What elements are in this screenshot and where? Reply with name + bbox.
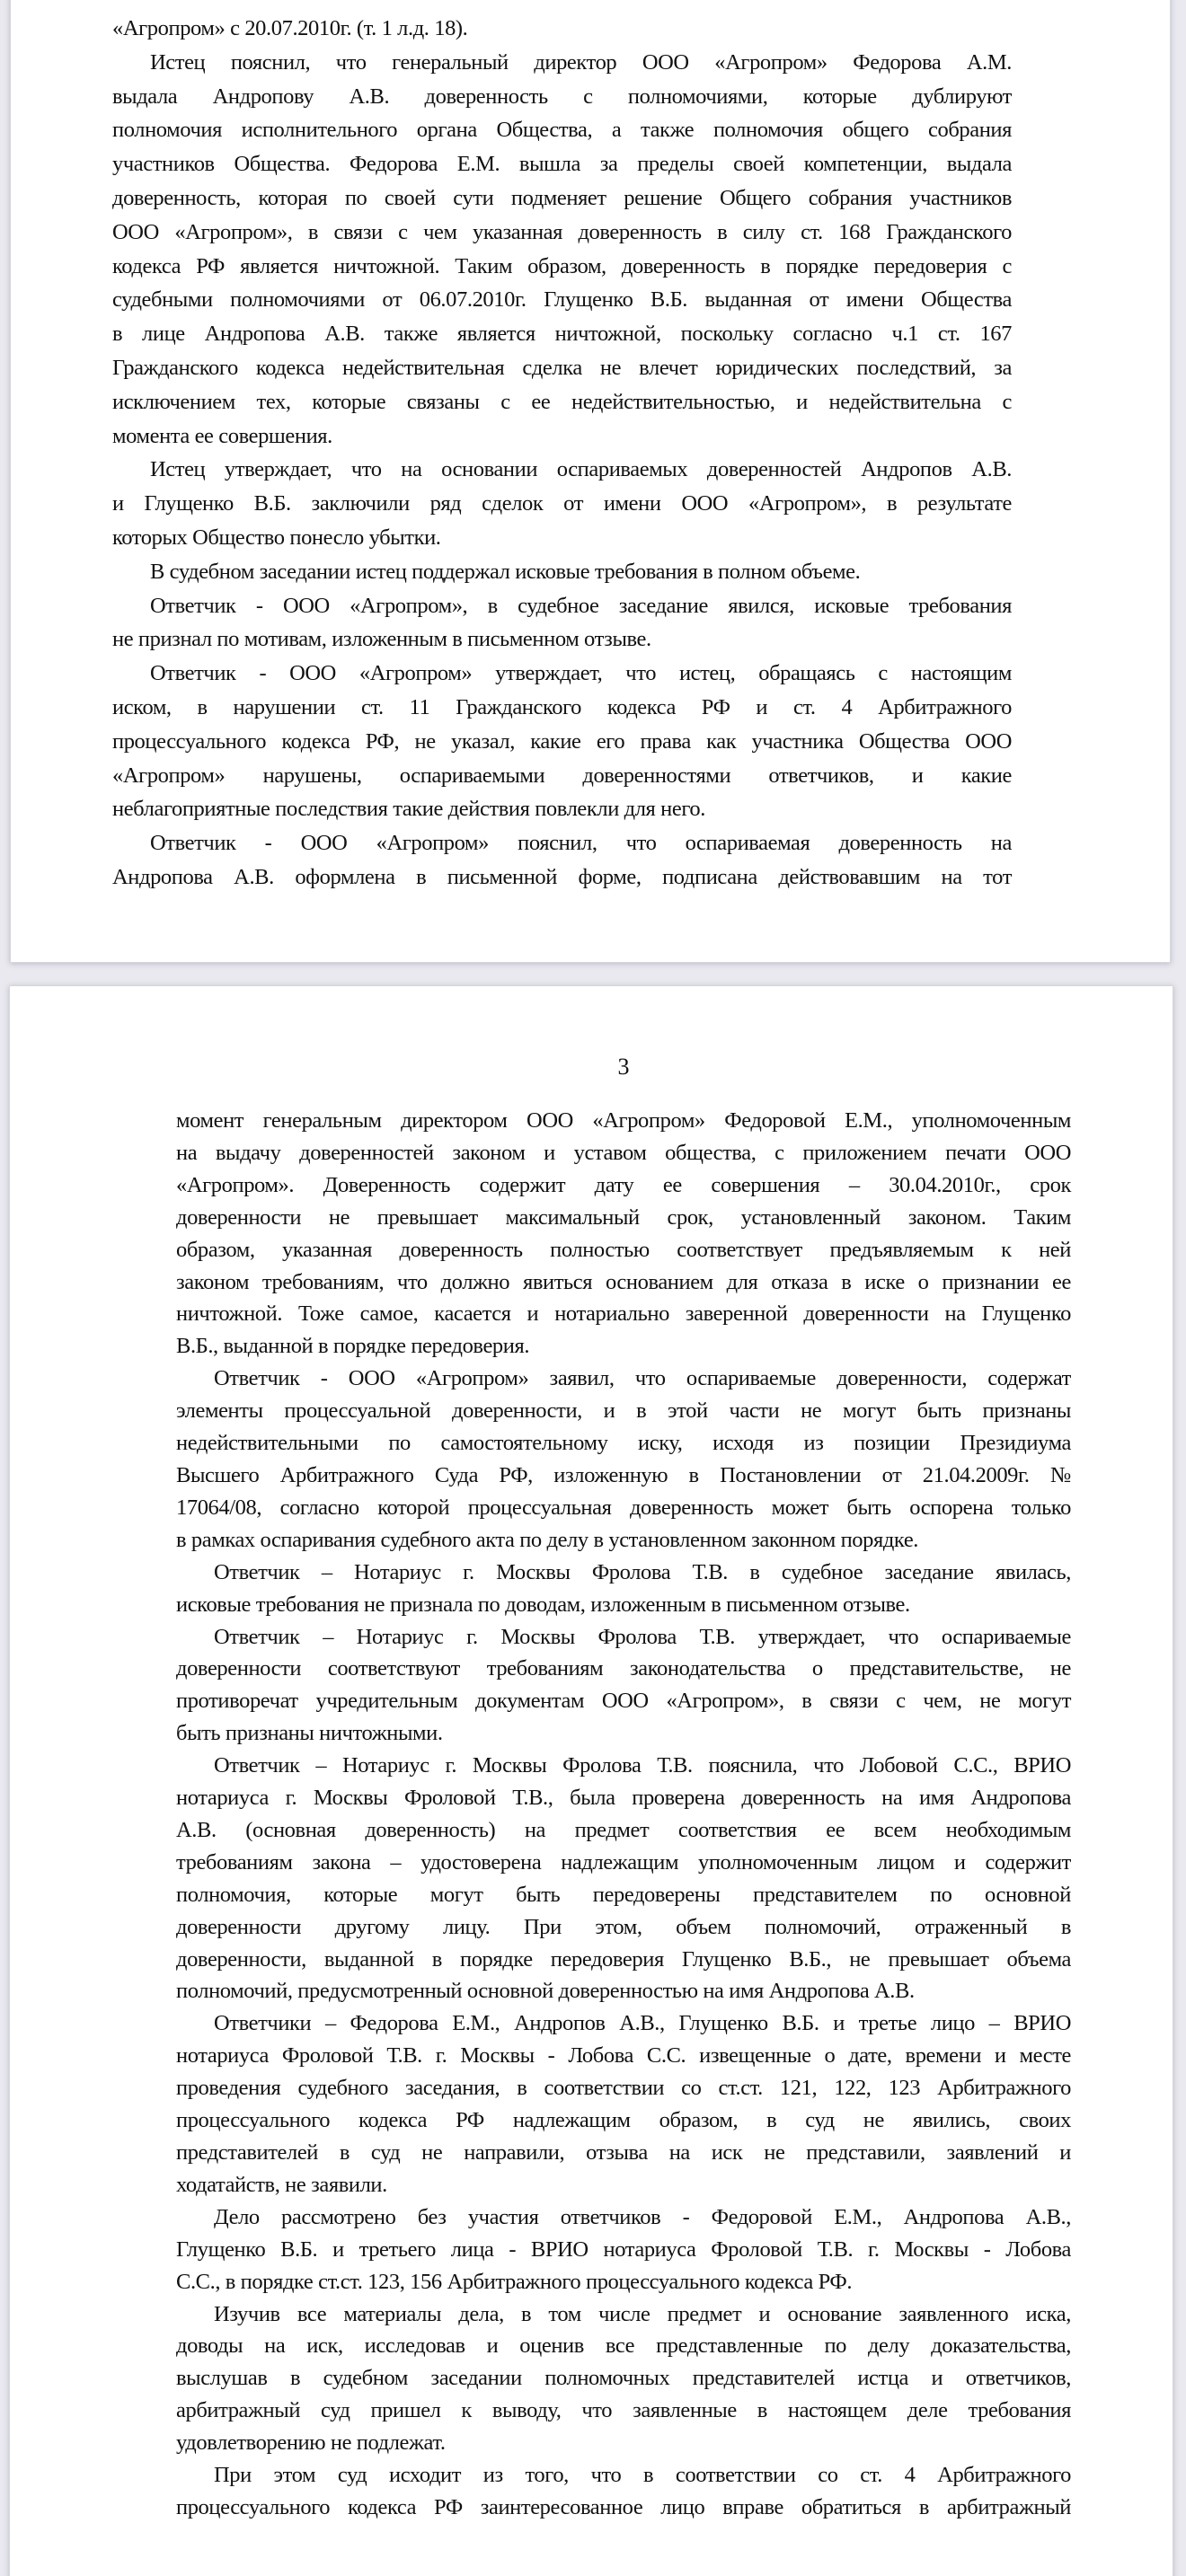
text-line: процессуального кодекса РФ заинтересованное лицо вправе обратиться в арбитражный <box>176 2494 1071 2519</box>
text-line: иском, в нарушении ст. 11 Гражданского кодекса РФ и ст. 4 Арбитражного <box>112 694 1012 719</box>
page-upper-text-column <box>112 12 1012 895</box>
text-line: кодекса РФ является ничтожной. Таким образом, доверенность в порядке передоверия с <box>112 253 1012 278</box>
text-line: Ответчик - ООО «Агропром», в судебное заседание явился, исковые требования <box>150 593 1012 618</box>
text-line: «Агропром». Доверенность содержит дату ее совершения – 30.04.2010г., срок <box>176 1172 1071 1197</box>
text-line: Гражданского кодекса недействительная сделка не влечет юридических последствий, за <box>112 355 1012 380</box>
text-line: которых Общество понесло убытки. <box>112 525 441 550</box>
text-line: в рамках оспаривания судебного акта по делу в установленном законном порядке. <box>176 1527 919 1552</box>
text-line: недействительными по самостоятельному иску, исходя из позиции Президиума <box>176 1431 1071 1456</box>
text-line: В судебном заседании истец поддержал исковые требования в полном объеме. <box>150 559 861 584</box>
text-line: доверенности соответствуют требованиям законодательства о представительстве, не <box>176 1656 1071 1681</box>
text-line: законом требованиям, что должно явиться основанием для отказа в иске о признании ее <box>176 1269 1071 1294</box>
text-line: Дело рассмотрено без участия ответчиков - Федоровой Е.М., Андропова А.В., <box>214 2204 1071 2229</box>
text-line: исключением тех, которые связаны с ее недействительностью, и недействительна с <box>112 389 1012 414</box>
text-line: Ответчики – Федорова Е.М., Андропов А.В., Глущенко В.Б. и третье лицо – ВРИО <box>214 2011 1071 2036</box>
text-line: Истец утверждает, что на основании оспариваемых доверенностей Андропов А.В. <box>150 457 1012 482</box>
text-line: элементы процессуальной доверенности, и в этой части не могут быть признаны <box>176 1398 1071 1424</box>
text-line: исковые требования не признала по доводам, изложенным в письменном отзыве. <box>176 1592 910 1617</box>
text-line: Ответчик – Нотариус г. Москвы Фролова Т.В. пояснила, что Лобовой С.С., ВРИО <box>214 1753 1071 1778</box>
text-line: Высшего Арбитражного Суда РФ, изложенную в Постановлении от 21.04.2009г. № <box>176 1462 1071 1487</box>
text-line: полномочия исполнительного органа Общества, а также полномочия общего собрания <box>112 118 1012 143</box>
text-line: доводы на иск, исследовав и оценив все представленные по делу доказательства, <box>176 2333 1071 2359</box>
text-line: «Агропром» нарушены, оспариваемыми доверенностями ответчиков, и какие <box>112 763 1012 788</box>
text-line: «Агропром» с 20.07.2010г. (т. 1 л.д. 18). <box>112 16 468 40</box>
text-line: участников Общества. Федорова Е.М. вышла за пределы своей компетенции, выдала <box>112 152 1012 177</box>
text-line: полномочия, которые могут быть передоверены представителем по основной <box>176 1882 1071 1907</box>
text-line: Ответчик – Нотариус г. Москвы Фролова Т.В. в судебное заседание явилась, <box>214 1559 1071 1584</box>
text-line: Ответчик - ООО «Агропром» утверждает, что истец, обращаясь с настоящим <box>150 661 1012 686</box>
text-line: доверенности, выданной в порядке передоверия Глущенко В.Б., не превышает объема <box>176 1946 1071 1972</box>
text-line: доверенности не превышает максимальный срок, установленный законом. Таким <box>176 1204 1071 1230</box>
text-line: В.Б., выданной в порядке передоверия. <box>176 1334 530 1359</box>
text-line: доверенности другому лицу. При этом, объем полномочий, отраженный в <box>176 1914 1071 1939</box>
text-line: проведения судебного заседания, в соответствии со ст.ст. 121, 122, 123 Арбитражного <box>176 2076 1071 2101</box>
text-line: процессуального кодекса РФ, не указал, какие его права как участника Общества ООО <box>112 728 1012 754</box>
text-line: нотариуса Фроловой Т.В. г. Москвы - Лобова С.С. извещенные о дате, времени и месте <box>176 2043 1071 2069</box>
text-line: нотариуса г. Москвы Фроловой Т.В., была проверена доверенность на имя Андропова <box>176 1786 1071 1811</box>
text-line: момента ее совершения. <box>112 423 332 448</box>
text-line: доверенность, которая по своей сути подменяет решение Общего собрания участников <box>112 185 1012 210</box>
text-line: полномочий, предусмотренный основной доверенностью на имя Андропова А.В. <box>176 1979 915 2004</box>
text-line: арбитражный суд пришел к выводу, что заявленные в настоящем деле требования <box>176 2398 1071 2423</box>
text-line: Глущенко В.Б. и третьего лица - ВРИО нотариуса Фроловой Т.В. г. Москвы - Лобова <box>176 2236 1071 2262</box>
text-line: быть признаны ничтожными. <box>176 1721 443 1746</box>
text-line: С.С., в порядке ст.ст. 123, 156 Арбитражного процессуального кодекса РФ. <box>176 2269 853 2294</box>
text-line: представителей в суд не направили, отзыва на иск не представили, заявлений и <box>176 2140 1071 2165</box>
text-line: и Глущенко В.Б. заключили ряд сделок от имени ООО «Агропром», в результате <box>112 491 1012 516</box>
text-line: ничтожной. Тоже самое, касается и нотариально заверенной доверенности на Глущенко <box>176 1301 1071 1327</box>
text-line: образом, указанная доверенность полностью соответствует предъявляемым к ней <box>176 1237 1071 1262</box>
text-line: Ответчик – Нотариус г. Москвы Фролова Т.В. утверждает, что оспариваемые <box>214 1624 1071 1649</box>
text-line: ООО «Агропром», в связи с чем указанная доверенность в силу ст. 168 Гражданского <box>112 219 1012 244</box>
text-line: Андропова А.В. оформлена в письменной форме, подписана действовавшим на тот <box>112 864 1012 889</box>
text-line: противоречат учредительным документам ООО «Агропром», в связи с чем, не могут <box>176 1689 1071 1714</box>
text-line: момент генеральным директором ООО «Агропром» Федоровой Е.М., уполномоченным <box>176 1108 1071 1133</box>
text-line: требованиям закона – удостоверена надлежащим уполномоченным лицом и содержит <box>176 1849 1071 1875</box>
text-line: не признал по мотивам, изложенным в письменном отзыве. <box>112 627 651 652</box>
document-page-3 <box>9 985 1173 2576</box>
text-line: ходатайств, не заявили. <box>176 2172 387 2197</box>
text-line: При этом суд исходит из того, что в соответствии со ст. 4 Арбитражного <box>214 2463 1071 2488</box>
text-line: Ответчик - ООО «Агропром» заявил, что оспариваемые доверенности, содержат <box>214 1366 1071 1391</box>
page-number: 3 <box>617 1054 630 1080</box>
page-3-text-column <box>176 1105 1071 2524</box>
text-line: выслушав в судебном заседании полномочных представителей истца и ответчиков, <box>176 2366 1071 2391</box>
text-line: процессуального кодекса РФ надлежащим образом, в суд не явились, своих <box>176 2108 1071 2133</box>
text-line: выдала Андропову А.В. доверенность с полномочиями, которые дублируют <box>112 84 1012 109</box>
document-page-upper <box>10 0 1171 963</box>
text-line: А.В. (основная доверенность) на предмет соответствия ее всем необходимым <box>176 1817 1071 1842</box>
text-line: удовлетворению не подлежат. <box>176 2430 446 2456</box>
text-line: неблагоприятные последствия такие действия повлекли для него. <box>112 797 705 822</box>
text-line: Изучив все материалы дела, в том числе предмет и основание заявленного иска, <box>214 2301 1071 2326</box>
text-line: Истец пояснил, что генеральный директор ООО «Агропром» Федорова А.М. <box>150 49 1012 75</box>
text-line: 17064/08, согласно которой процессуальная доверенность может быть оспорена только <box>176 1495 1071 1520</box>
text-line: в лице Андропова А.В. также является ничтожной, поскольку согласно ч.1 ст. 167 <box>112 322 1012 347</box>
text-line: Ответчик - ООО «Агропром» пояснил, что оспариваемая доверенность на <box>150 831 1012 856</box>
text-line: на выдачу доверенностей законом и уставом общества, с приложением печати ООО <box>176 1140 1071 1165</box>
text-line: судебными полномочиями от 06.07.2010г. Глущенко В.Б. выданная от имени Общества <box>112 287 1012 313</box>
